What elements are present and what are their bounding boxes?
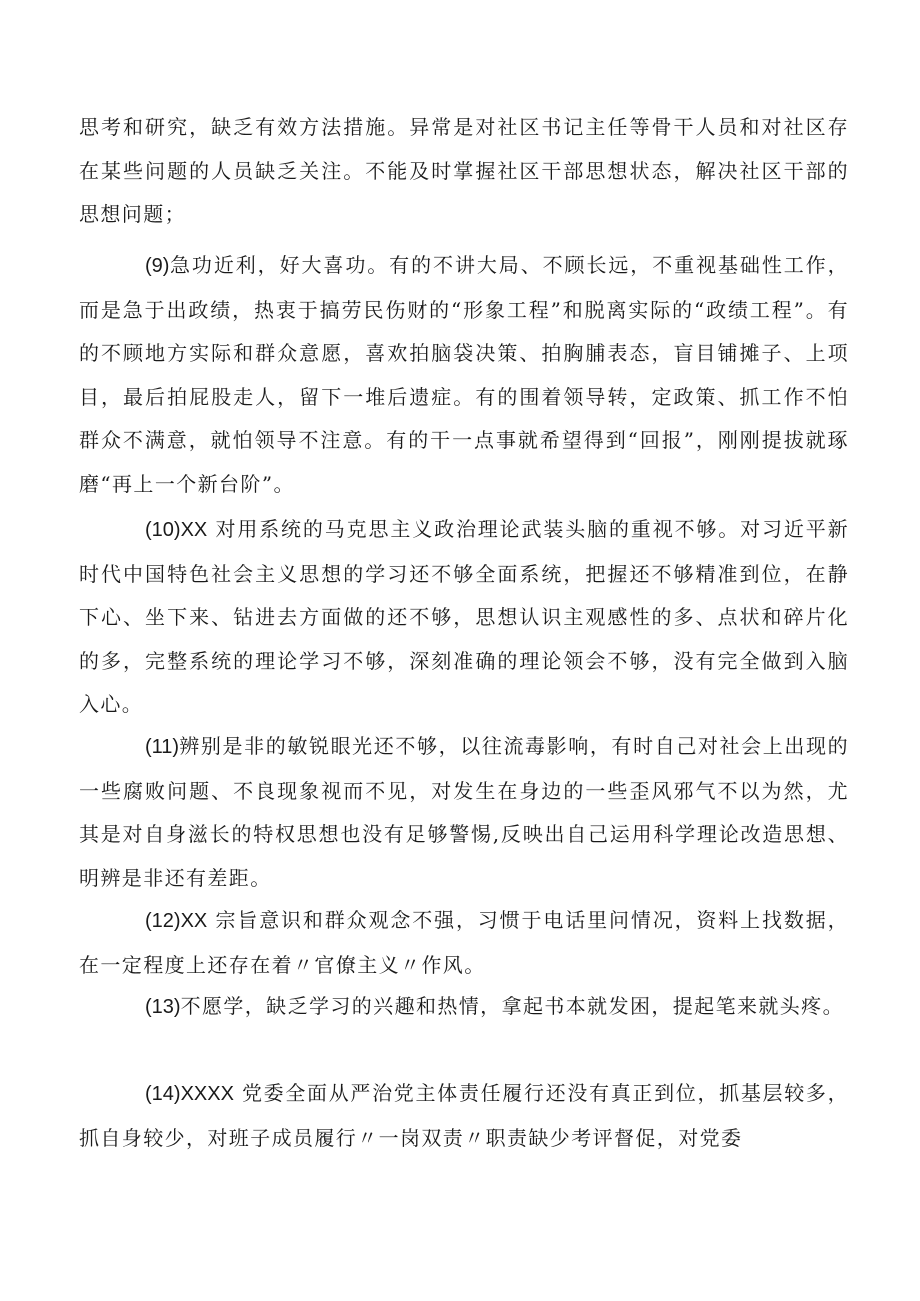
paragraph-text: 对用系统的马克思主义政治理论武装头脑的重视不够。对习近平新时代中国特色社会主义思想的学习还不够全面系统，把握还不够精准到位，在静下心、坐下来、钻进去方面做的还不够，思想认识主观感性的多、点状和碎片化的多，完整系统的理论学习不够，深刻准确的理论领会不够，没有完全做到入脑入心。: [79, 517, 849, 716]
item-number: (13): [145, 996, 181, 1018]
paragraph-item-10: [79, 508, 849, 727]
paragraph-text: 急功近利，好大喜功。有的不讲大局、不顾长远，不重视基础性工作，而是急于出政绩，热衷于搞劳民伤财的“形象工程”和脱离实际的“政绩工程”。有的不顾地方实际和群众意愿，喜欢拍脑袋决策、拍胸脯表态，盲目铺摊子、上项目，最后拍屁股走人，留下一堆后遗症。有的围着领导转，定政策、抓工作不怕群众不满意，就怕领导不注意。有的干一点事就希望得到“回报”，刚刚提拔就琢磨“再上一个新台阶”。: [79, 253, 849, 496]
item-number: (12)XX: [145, 910, 208, 932]
paragraph-item-14: [79, 1072, 849, 1160]
paragraph-item-9: [79, 244, 849, 506]
paragraph-continued: [79, 106, 849, 237]
paragraph-text: 辨别是非的敏锐眼光还不够，以往流毒影响，有时自己对社会上出现的一些腐败问题、不良现象视而不见，对发生在身边的一些歪风邪气不以为然，尤其是对自身滋长的特权思想也没有足够警惕,反映出自己运用科学理论改造思想、明辨是非还有差距。: [79, 734, 849, 890]
item-number: (14)XXXX: [145, 1083, 234, 1105]
paragraph-item-11: [79, 725, 849, 900]
paragraph-text: 思考和研究，缺乏有效方法措施。异常是对社区书记主任等骨干人员和对社区存在某些问题的人员缺乏关注。不能及时掌握社区干部思想状态，解决社区干部的思想问题；: [79, 115, 849, 226]
paragraph-text: 宗旨意识和群众观念不强，习惯于电话里问情况，资料上找数据，在一定程度上还存在着〃官僚主义〃作风。: [79, 908, 849, 977]
item-number: (11): [145, 736, 180, 758]
item-number: (9): [145, 255, 170, 277]
item-number: (10)XX: [145, 519, 208, 541]
paragraph-text: 党委全面从严治党主体责任履行还没有真正到位，抓基层较多，抓自身较少，对班子成员履行〃一岗双责〃职责缺少考评督促，对党委: [79, 1081, 849, 1150]
paragraph-item-12: [79, 899, 849, 987]
paragraph-text: 不愿学，缺乏学习的兴趣和热情，拿起书本就发困，提起笔来就头疼。: [180, 994, 844, 1018]
paragraph-item-13: [79, 985, 849, 1030]
